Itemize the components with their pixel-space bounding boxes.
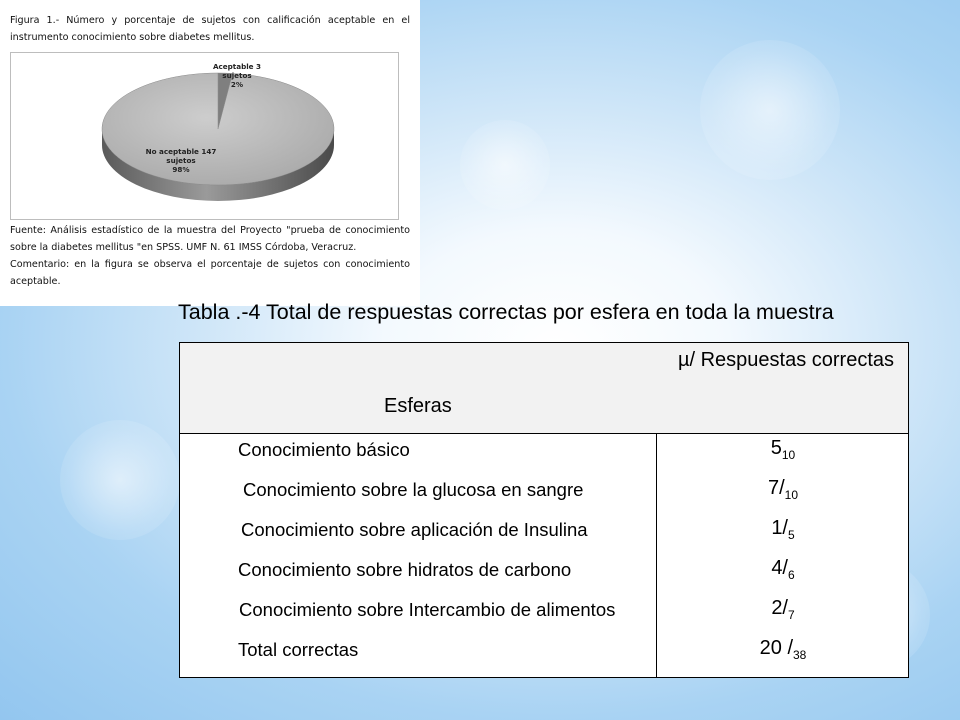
figure-source: Fuente: Análisis estadístico de la muestra del Proyecto "prueba de conocimiento sobre la diabetes mellitus "en SPSS. UMF N. 61 IMSS Córdoba, Veracruz. bbox=[10, 225, 410, 253]
row-label: Conocimiento sobre hidratos de carbono bbox=[238, 559, 572, 580]
table-row bbox=[180, 553, 908, 593]
background-bokeh bbox=[460, 120, 550, 210]
header-esferas: Esferas bbox=[384, 395, 452, 417]
row-value: $1/_5$ bbox=[771, 517, 795, 542]
background-bokeh bbox=[60, 420, 180, 540]
label-no-aceptable-line3: 98% bbox=[172, 165, 190, 174]
figure-notes bbox=[10, 222, 410, 290]
row-label: Total correctas bbox=[238, 639, 359, 660]
table-title: Tabla .-4 Total de respuestas correctas por esfera en toda la muestra bbox=[178, 300, 834, 324]
results-table bbox=[179, 342, 909, 678]
table-row bbox=[180, 593, 908, 633]
row-value: $2/_7$ bbox=[771, 597, 795, 622]
figure-caption: Figura 1.- Número y porcentaje de sujetos con calificación aceptable en el instrumento conocimiento sobre diabetes mellitus. bbox=[10, 15, 410, 43]
label-no-aceptable-line1: No aceptable 147 bbox=[145, 147, 217, 156]
label-aceptable-line2: sujetos bbox=[222, 71, 252, 80]
label-no-aceptable-line2: sujetos bbox=[166, 156, 196, 165]
label-aceptable-line1: Aceptable 3 bbox=[212, 62, 262, 71]
table-row bbox=[180, 633, 908, 673]
table-row bbox=[180, 433, 908, 473]
row-label: Conocimiento sobre Intercambio de alimentos bbox=[239, 599, 616, 620]
figure-panel bbox=[0, 0, 420, 306]
label-aceptable-line3: 2% bbox=[230, 80, 244, 89]
row-label: Conocimiento sobre la glucosa en sangre bbox=[243, 479, 584, 500]
row-value: $5_{10}$ bbox=[770, 437, 796, 462]
table-row bbox=[180, 513, 908, 553]
row-value: $4/_6$ bbox=[771, 557, 795, 582]
table-header bbox=[180, 343, 908, 434]
background-bokeh bbox=[700, 40, 840, 180]
pie-slice-no-aceptable bbox=[102, 73, 334, 185]
row-value: $7/_{10}$ bbox=[767, 477, 799, 502]
figure-comment: Comentario: en la figura se observa el porcentaje de sujetos con conocimiento aceptable. bbox=[10, 259, 410, 287]
row-label: Conocimiento sobre aplicación de Insulina bbox=[241, 519, 588, 540]
row-value: 20 $/_{38}$ bbox=[759, 637, 807, 662]
row-label: Conocimiento básico bbox=[238, 439, 410, 460]
header-respuestas: µ/ Respuestas correctas bbox=[677, 349, 894, 371]
table-row bbox=[180, 473, 908, 513]
pie-chart bbox=[10, 52, 399, 220]
